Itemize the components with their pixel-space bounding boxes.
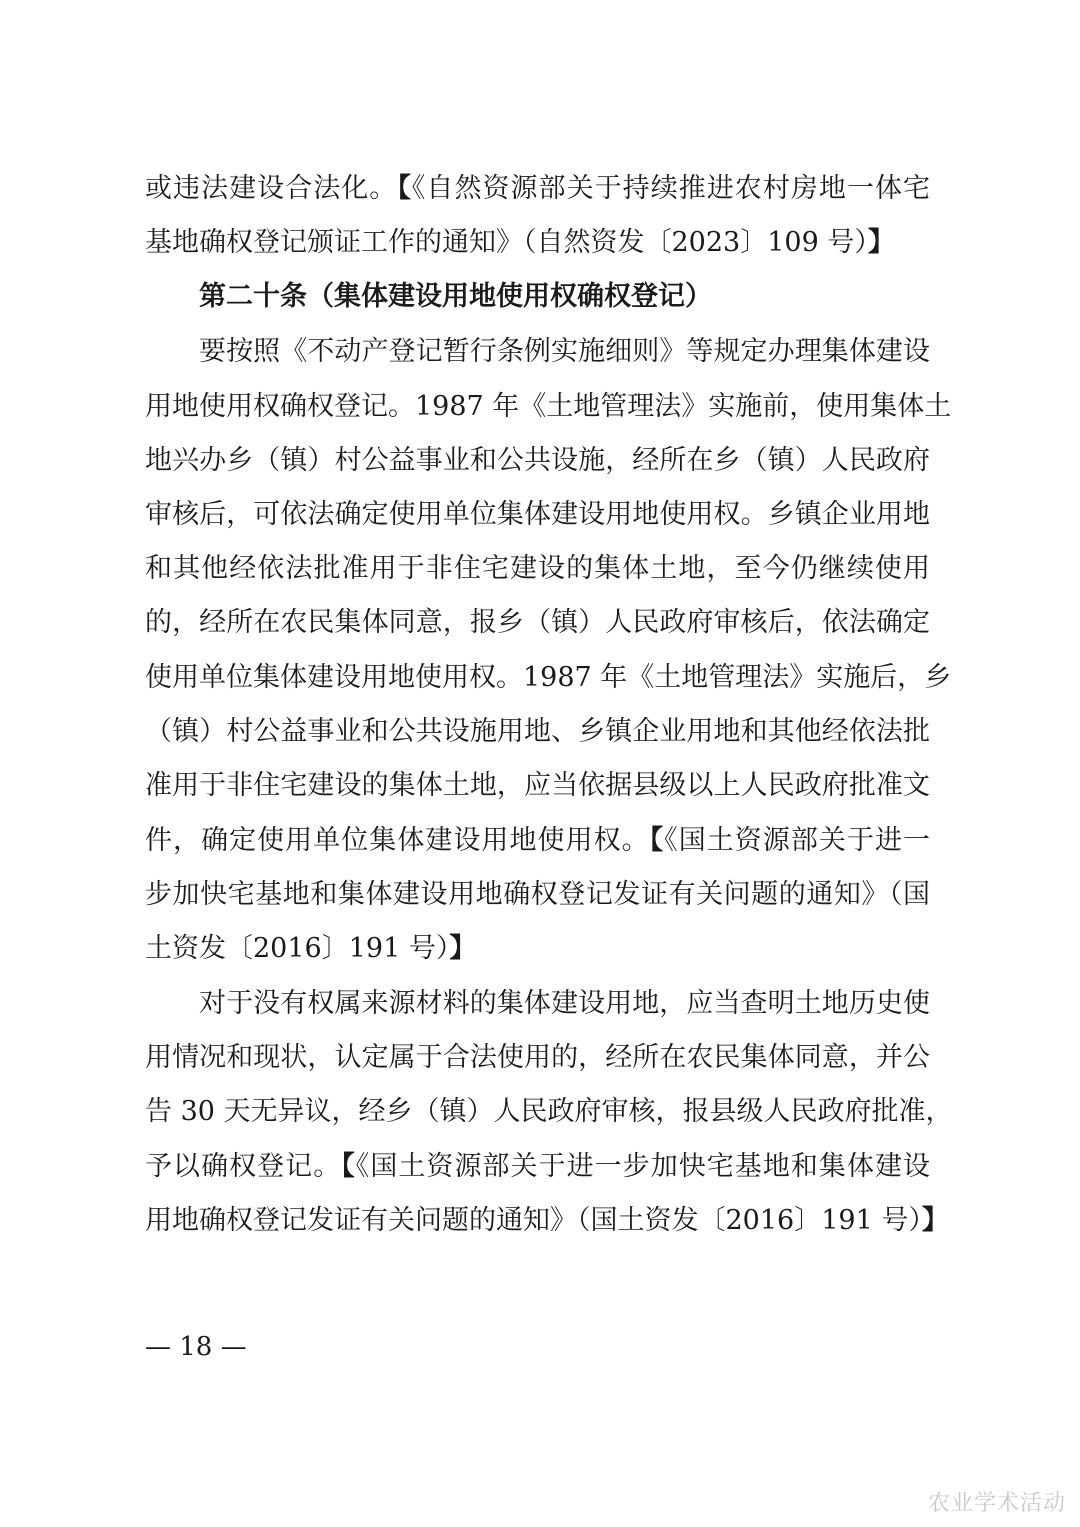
text-line [145, 868, 930, 922]
line-text: 和其他经依法批准用于非住宅建设的集体土地，至今仍继续使用 [145, 553, 930, 584]
watermark-text: 农业学术活动 [927, 1491, 1066, 1516]
citation-text: 土资发〔2016〕191 号） [145, 933, 450, 964]
text-line [145, 542, 930, 596]
line-text: 用情况和现状，认定属于合法使用的，经所在农民集体同意，并公 [145, 1042, 930, 1073]
line-text: 用地使用权确权登记。1987 年《土地管理法》实施前，使用集体土 [145, 391, 952, 422]
text-line [145, 705, 930, 759]
text-line [145, 216, 930, 270]
citation-bracket-close: 】 [867, 227, 895, 258]
text-line [145, 434, 930, 488]
citation-bracket-open: 【 [341, 1151, 356, 1182]
line-text: 地兴办乡（镇）村公益事业和公共设施，经所在乡（镇）人民政府 [145, 445, 930, 476]
line-text: 使用单位集体建设用地使用权。1987 年《土地管理法》实施后，乡 [145, 662, 952, 693]
line-text: 审核后，可依法确定使用单位集体建设用地使用权。乡镇企业用地 [145, 499, 930, 530]
citation-text: 用地确权登记发证有关问题的通知》（国土资发〔2016〕191 号） [145, 1205, 922, 1236]
text-line [145, 380, 952, 434]
line-text: 对于没有权属来源材料的集体建设用地，应当查明土地历史使 [199, 988, 930, 1019]
text-line [145, 651, 952, 705]
citation-bracket-open: 【 [649, 825, 665, 856]
line-text: 或违法建设合法化。 [145, 173, 398, 204]
page-number: — 18 — [145, 1332, 247, 1362]
text-line [145, 1194, 949, 1248]
text-line [145, 1031, 930, 1085]
line-text: 告 30 天无异议，经乡（镇）人民政府审核，报县级人民政府批准， [145, 1096, 953, 1127]
line-text: （镇）村公益事业和公共设施用地、乡镇企业用地和其他经依法批 [145, 716, 930, 747]
text-line [199, 325, 930, 379]
citation-text: 《自然资源部关于持续推进农村房地一体宅 [411, 173, 931, 204]
citation-bracket-open: 【 [397, 173, 412, 204]
text-line [145, 596, 930, 650]
text-line [145, 922, 930, 976]
text-line [145, 1140, 930, 1194]
citation-text: 基地确权登记颁证工作的通知》（自然资发〔2023〕109 号） [145, 227, 868, 258]
article-heading [199, 270, 930, 324]
text-line [145, 162, 930, 216]
citation-bracket-close: 】 [449, 933, 477, 964]
article-heading-text: 第二十条（集体建设用地使用权确权登记） [199, 281, 712, 312]
line-text: 件，确定使用单位集体建设用地使用权。 [145, 825, 650, 856]
citation-bracket-close: 】 [921, 1205, 949, 1236]
line-text: 的，经所在农民集体同意，报乡（镇）人民政府审核后，依法确定 [145, 607, 930, 638]
line-text: 要按照《不动产登记暂行条例实施细则》等规定办理集体建设 [199, 336, 930, 367]
text-line [145, 488, 930, 542]
citation-text: 步加快宅基地和集体建设用地确权登记发证有关问题的通知》（国 [145, 879, 930, 910]
line-text: 准用于非住宅建设的集体土地，应当依据县级以上人民政府批准文 [145, 770, 930, 801]
line-text: 予以确权登记。 [145, 1151, 342, 1182]
citation-text: 《国土资源部关于进一步加快宅基地和集体建设 [355, 1151, 931, 1182]
text-line [145, 759, 930, 813]
text-line [145, 1085, 953, 1139]
citation-text: 《国土资源部关于进一 [664, 825, 931, 856]
text-line [199, 977, 930, 1031]
text-line [145, 814, 930, 868]
